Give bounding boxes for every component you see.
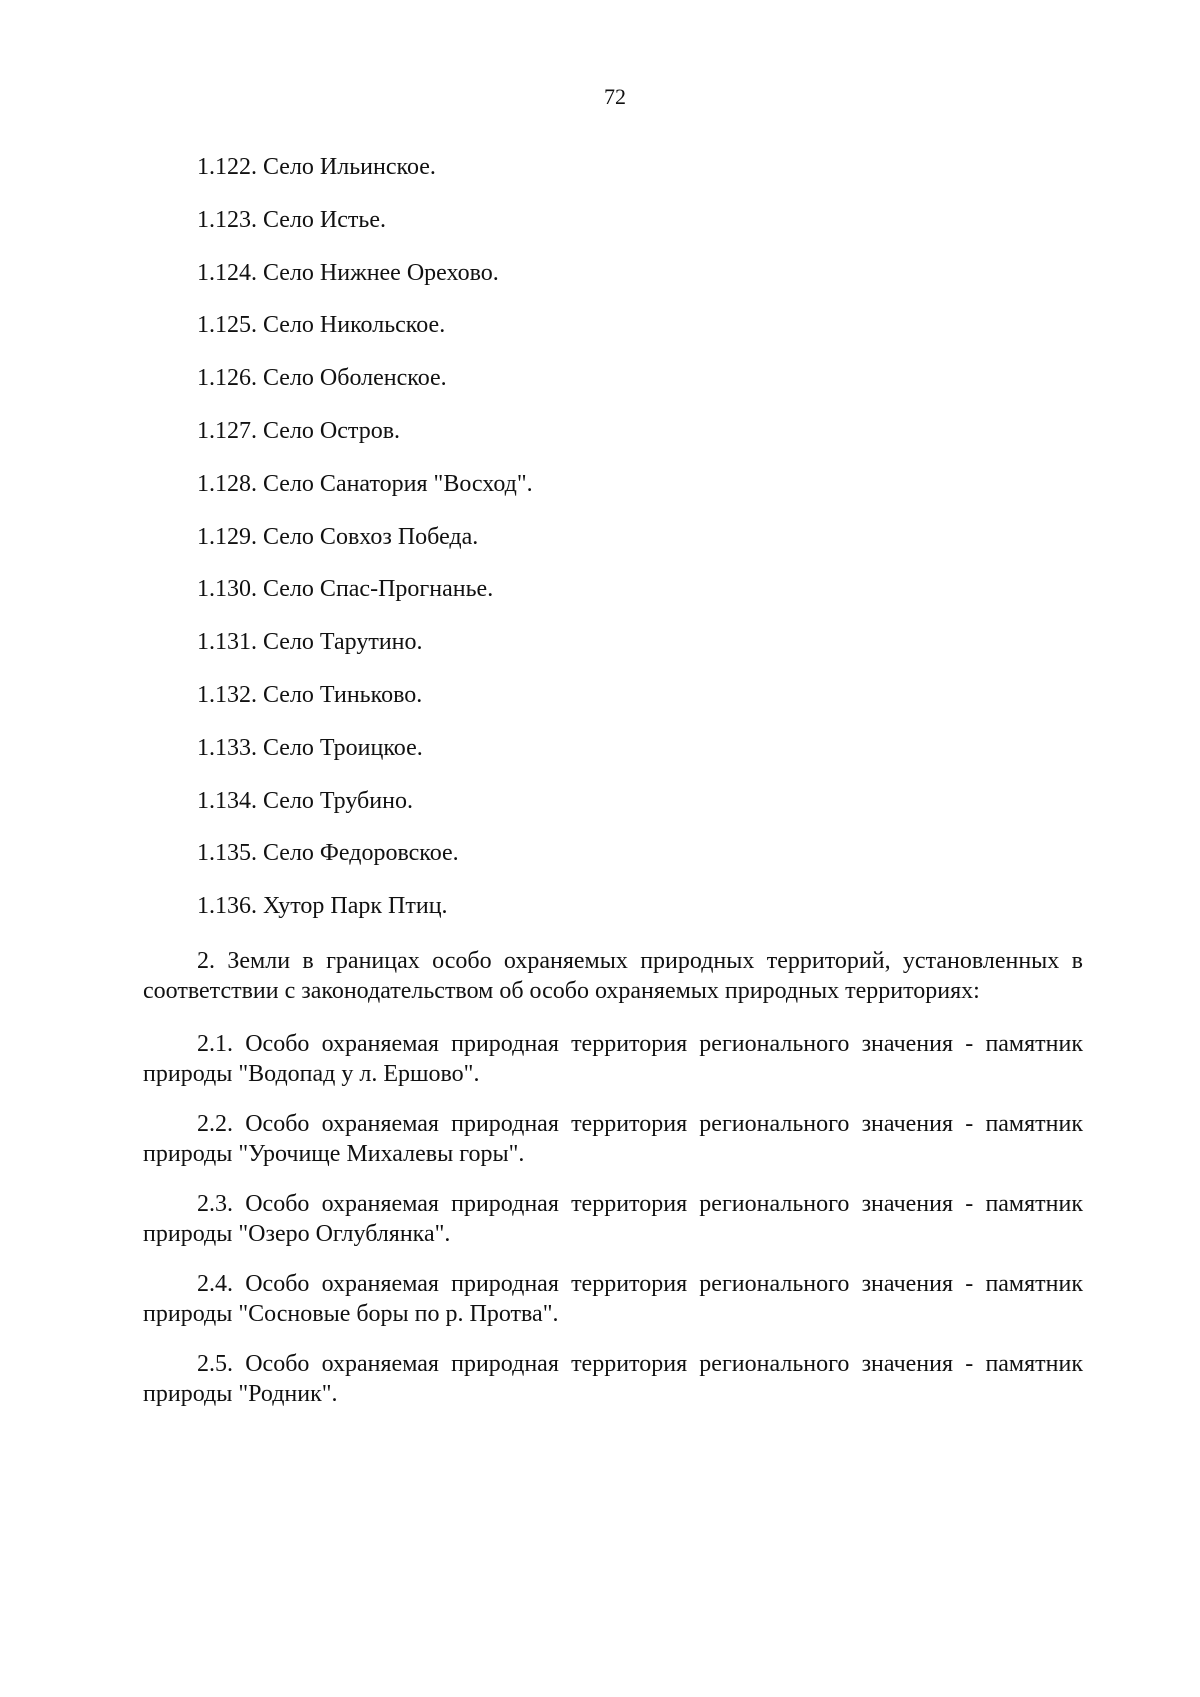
section-paragraph: 2.5. Особо охраняемая природная территория регионального значения - памятник природы "Родник". (143, 1351, 1083, 1407)
settlement-list (197, 153, 533, 945)
list-item: 1.130. Село Спас-Прогнанье. (197, 576, 494, 603)
section-paragraph: 2.3. Особо охраняемая природная территория регионального значения - памятник природы "Озеро Оглублянка". (143, 1191, 1083, 1247)
list-item: 1.129. Село Совхоз Победа. (197, 523, 479, 550)
list-item: 1.136. Хутор Парк Птиц. (197, 893, 448, 920)
list-item: 1.131. Село Тарутино. (197, 629, 423, 656)
page-number: 72 (604, 84, 626, 109)
section-paragraph: 2.4. Особо охраняемая природная территория регионального значения - памятник природы "Сосновые боры по р. Протва". (143, 1271, 1083, 1327)
list-item: 1.127. Село Остров. (197, 417, 401, 444)
list-item: 1.123. Село Истье. (197, 206, 386, 233)
list-item: 1.134. Село Трубино. (197, 787, 413, 814)
section-paragraph: 2. Земли в границах особо охраняемых природных территорий, установленных в соответствии с законодательством об особо охраняемых природных территориях: (143, 948, 1083, 1004)
protected-territories-section (143, 946, 1083, 1429)
list-item: 1.126. Село Оболенское. (197, 365, 447, 392)
list-item: 1.132. Село Тиньково. (197, 681, 423, 708)
list-item: 1.128. Село Санатория "Восход". (197, 470, 533, 497)
list-item: 1.133. Село Троицкое. (197, 734, 423, 761)
list-item: 1.124. Село Нижнее Орехово. (197, 259, 499, 286)
list-item: 1.125. Село Никольское. (197, 312, 446, 339)
list-item: 1.135. Село Федоровское. (197, 840, 459, 867)
section-paragraph: 2.2. Особо охраняемая природная территория регионального значения - памятник природы "Урочище Михалевы горы". (143, 1111, 1083, 1167)
list-item: 1.122. Село Ильинское. (197, 154, 436, 180)
section-paragraph: 2.1. Особо охраняемая природная территория регионального значения - памятник природы "Водопад у л. Ершово". (143, 1031, 1083, 1087)
